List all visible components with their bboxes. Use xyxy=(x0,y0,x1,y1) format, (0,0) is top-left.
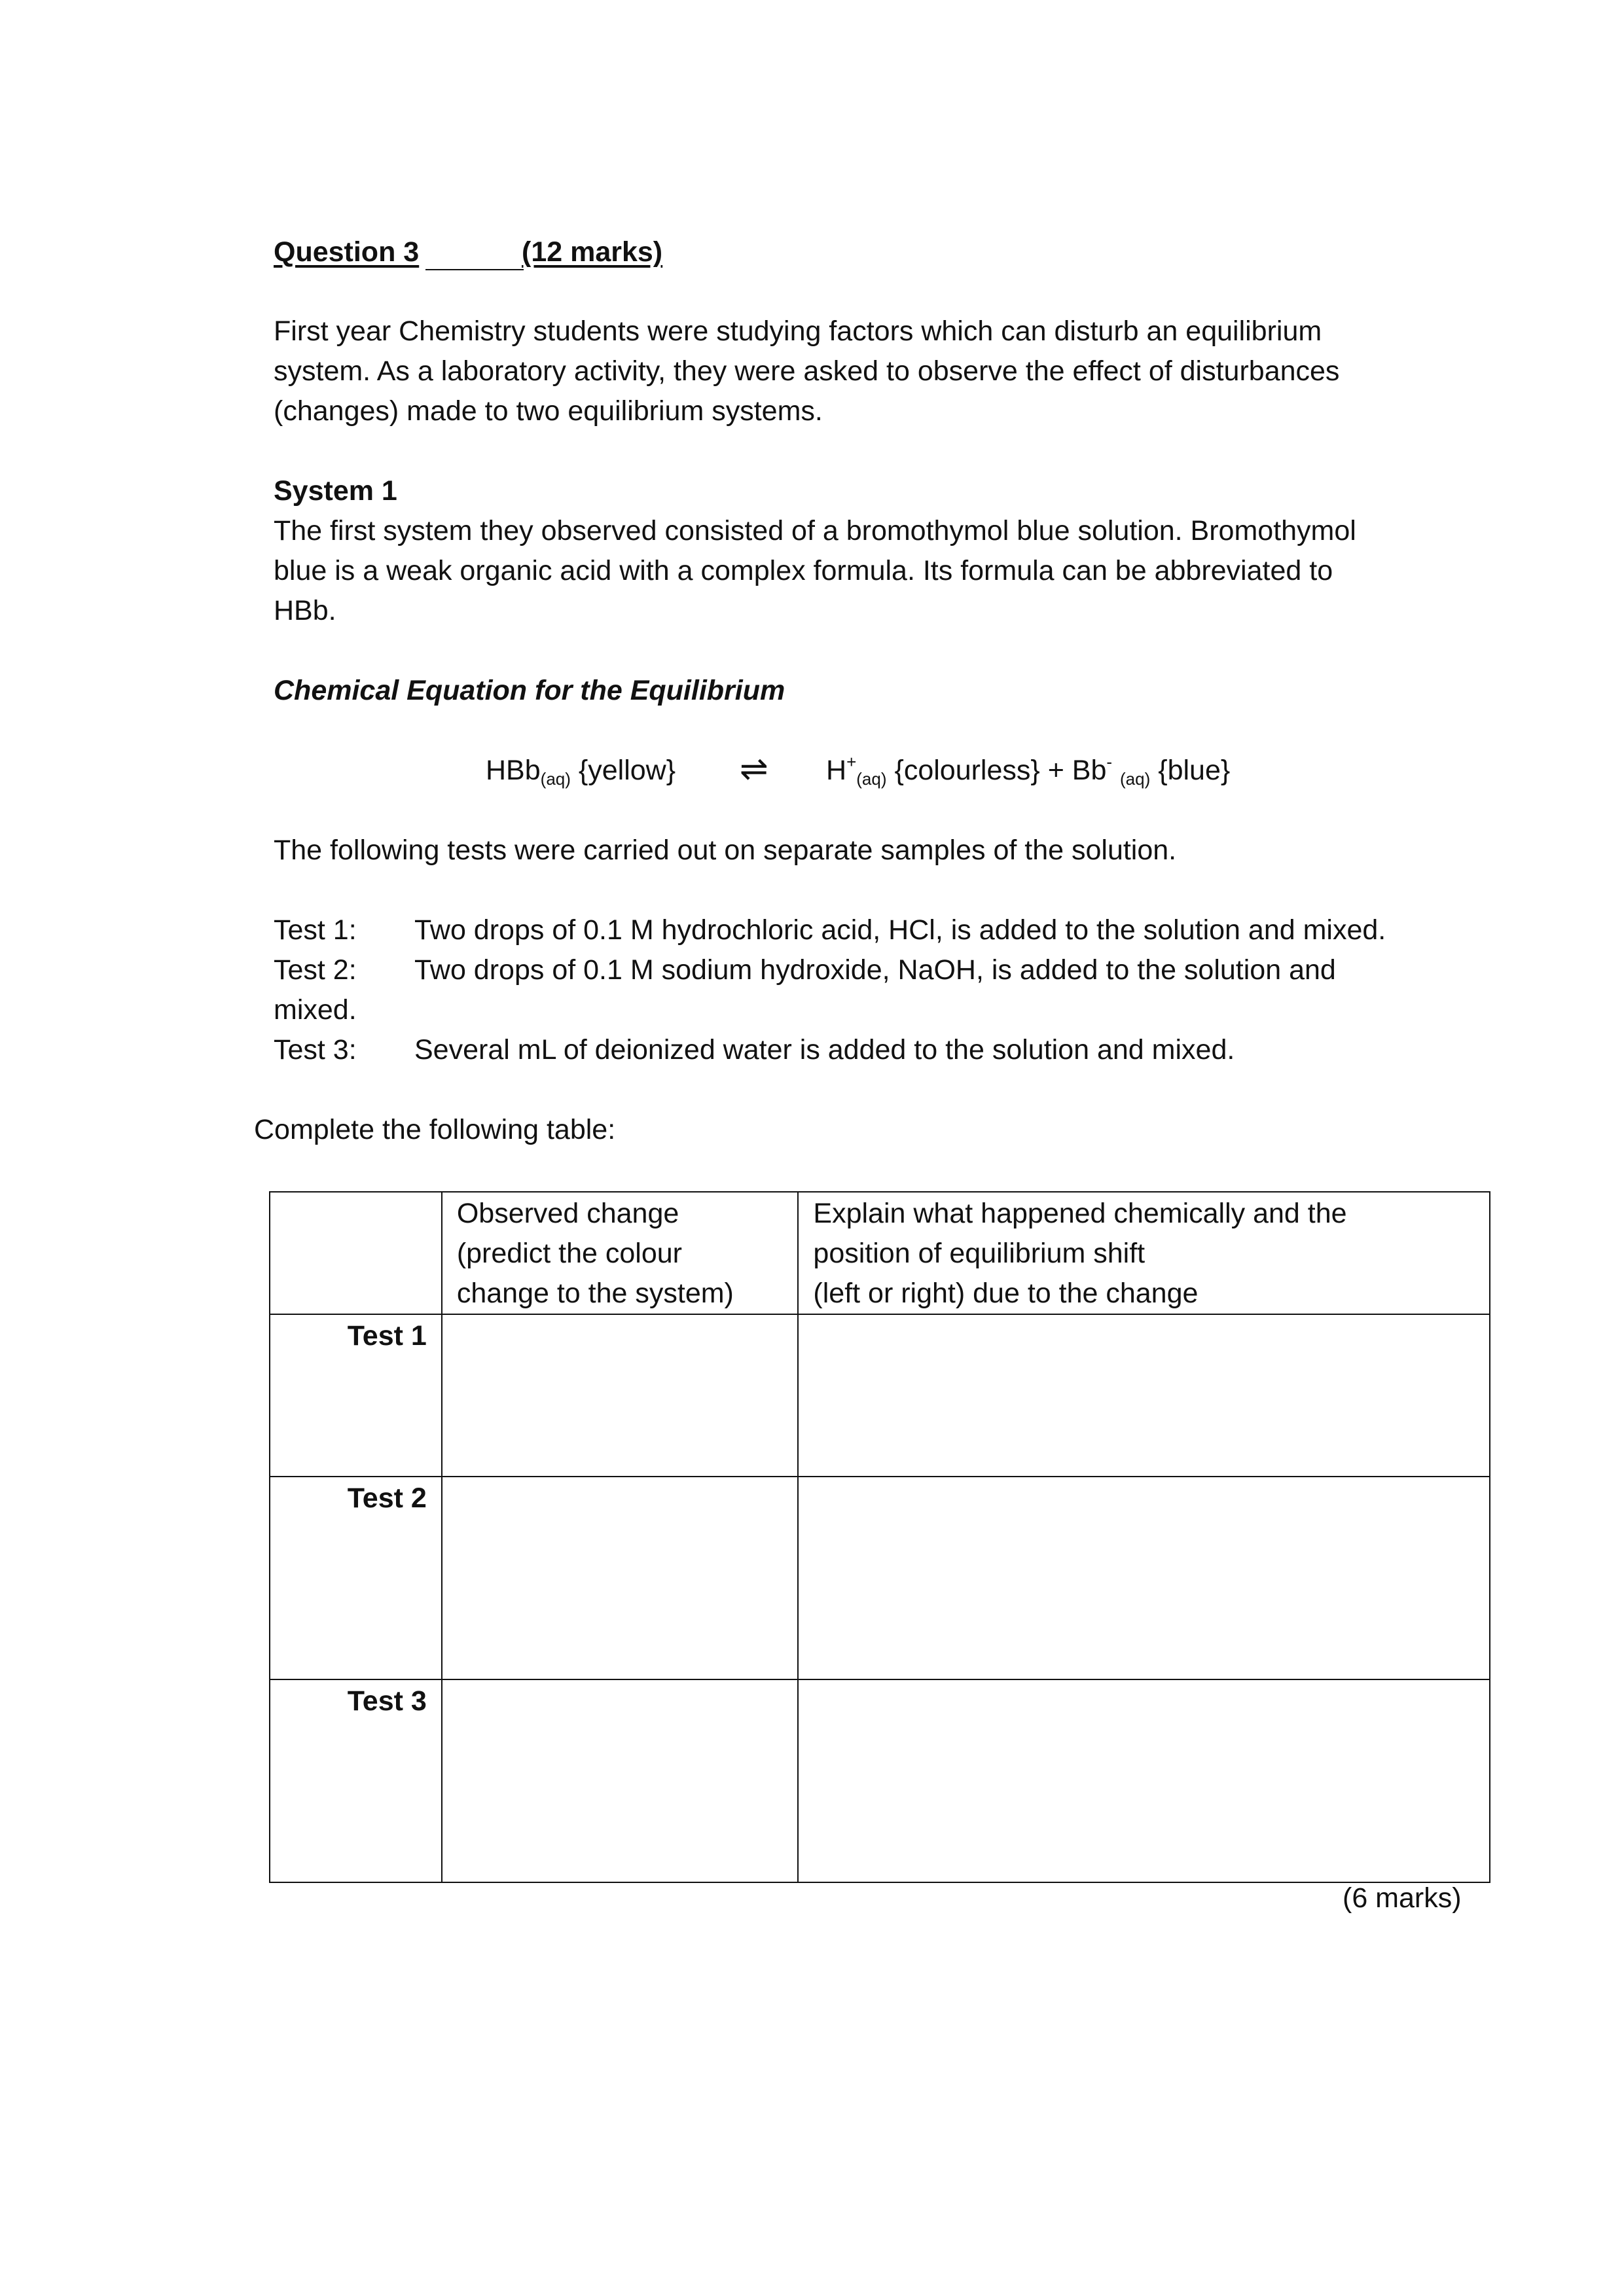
header-col3-line: (left or right) due to the change xyxy=(813,1278,1199,1309)
table-row-test-3 xyxy=(270,1679,1490,1882)
equation-heading: Chemical Equation for the Equilibrium xyxy=(274,675,785,706)
test-text: Two drops of 0.1 M hydrochloric acid, HCl, is added to the solution and mixed. xyxy=(414,914,1386,946)
table-header-observed-change xyxy=(442,1192,799,1314)
table-header-explanation xyxy=(798,1192,1490,1314)
tests-intro: The following tests were carried out on separate samples of the solution. xyxy=(274,834,1177,866)
answer-cell-test-2-explain[interactable] xyxy=(798,1477,1490,1679)
test-text: Two drops of 0.1 M sodium hydroxide, NaOH, is added to the solution and xyxy=(414,954,1336,986)
header-col2-line: (predict the colour xyxy=(456,1238,682,1269)
row-label-test-3: Test 3 xyxy=(270,1679,442,1882)
reactant-formula: HBb xyxy=(486,755,541,786)
product1-formula: H xyxy=(826,755,847,786)
table-row-test-2 xyxy=(270,1477,1490,1679)
system1-line-3: HBb. xyxy=(274,595,336,626)
header-col3-line: position of equilibrium shift xyxy=(813,1238,1146,1269)
test-item-3 xyxy=(274,1030,1235,1070)
intro-line-2: system. As a laboratory activity, they were asked to observe the effect of disturbances xyxy=(274,355,1340,387)
table-header-empty-cell xyxy=(270,1192,442,1314)
heading-underline-gap xyxy=(425,269,524,270)
product1-state: (aq) xyxy=(856,769,887,789)
test-text: Several mL of deionized water is added to the solution and mixed. xyxy=(414,1034,1235,1066)
row-label-test-1: Test 1 xyxy=(270,1314,442,1477)
header-col3-line: Explain what happened chemically and the xyxy=(813,1198,1347,1229)
test-label: Test 2: xyxy=(274,954,357,986)
table-instruction: Complete the following table: xyxy=(254,1114,616,1145)
chemical-equation-products xyxy=(826,751,1230,791)
table-marks: (6 marks) xyxy=(1343,1882,1462,1914)
question-title: Question 3 xyxy=(274,236,420,268)
product2-charge: - xyxy=(1106,752,1113,772)
intro-line-3: (changes) made to two equilibrium systems. xyxy=(274,395,823,427)
test-item-2 xyxy=(274,950,1336,990)
system1-line-2: blue is a weak organic acid with a complex formula. Its formula can be abbreviated to xyxy=(274,555,1333,586)
answer-cell-test-1-explain[interactable] xyxy=(798,1314,1490,1477)
product1-colour: {colourless} + Bb xyxy=(894,755,1107,786)
chemical-equation xyxy=(486,751,676,791)
product1-charge: + xyxy=(846,752,857,772)
test-item-2-wrap: mixed. xyxy=(274,994,357,1026)
test-label: Test 3: xyxy=(274,1034,357,1066)
equilibrium-arrow-icon: ⇌ xyxy=(740,750,768,788)
answer-cell-test-2-observed[interactable] xyxy=(442,1477,799,1679)
answer-cell-test-1-observed[interactable] xyxy=(442,1314,799,1477)
table-row-test-1 xyxy=(270,1314,1490,1477)
answer-cell-test-3-observed[interactable] xyxy=(442,1679,799,1882)
product2-state: (aq) xyxy=(1120,769,1151,789)
product2-colour: {blue} xyxy=(1158,755,1231,786)
row-label-test-2: Test 2 xyxy=(270,1477,442,1679)
answer-cell-test-3-explain[interactable] xyxy=(798,1679,1490,1882)
reactant-colour: {yellow} xyxy=(578,755,676,786)
intro-line-1: First year Chemistry students were studying factors which can disturb an equilibrium xyxy=(274,315,1322,347)
test-label: Test 1: xyxy=(274,914,357,946)
question-marks: (12 marks) xyxy=(522,236,663,268)
test-item-1 xyxy=(274,910,1386,950)
table-header-row xyxy=(270,1192,1490,1314)
reactant-state: (aq) xyxy=(540,769,571,789)
header-col2-line: change to the system) xyxy=(456,1278,734,1309)
system1-line-1: The first system they observed consisted of a bromothymol blue solution. Bromothymol xyxy=(274,515,1356,547)
header-col2-line: Observed change xyxy=(456,1198,679,1229)
answer-table xyxy=(269,1191,1490,1883)
system1-heading: System 1 xyxy=(274,475,397,507)
